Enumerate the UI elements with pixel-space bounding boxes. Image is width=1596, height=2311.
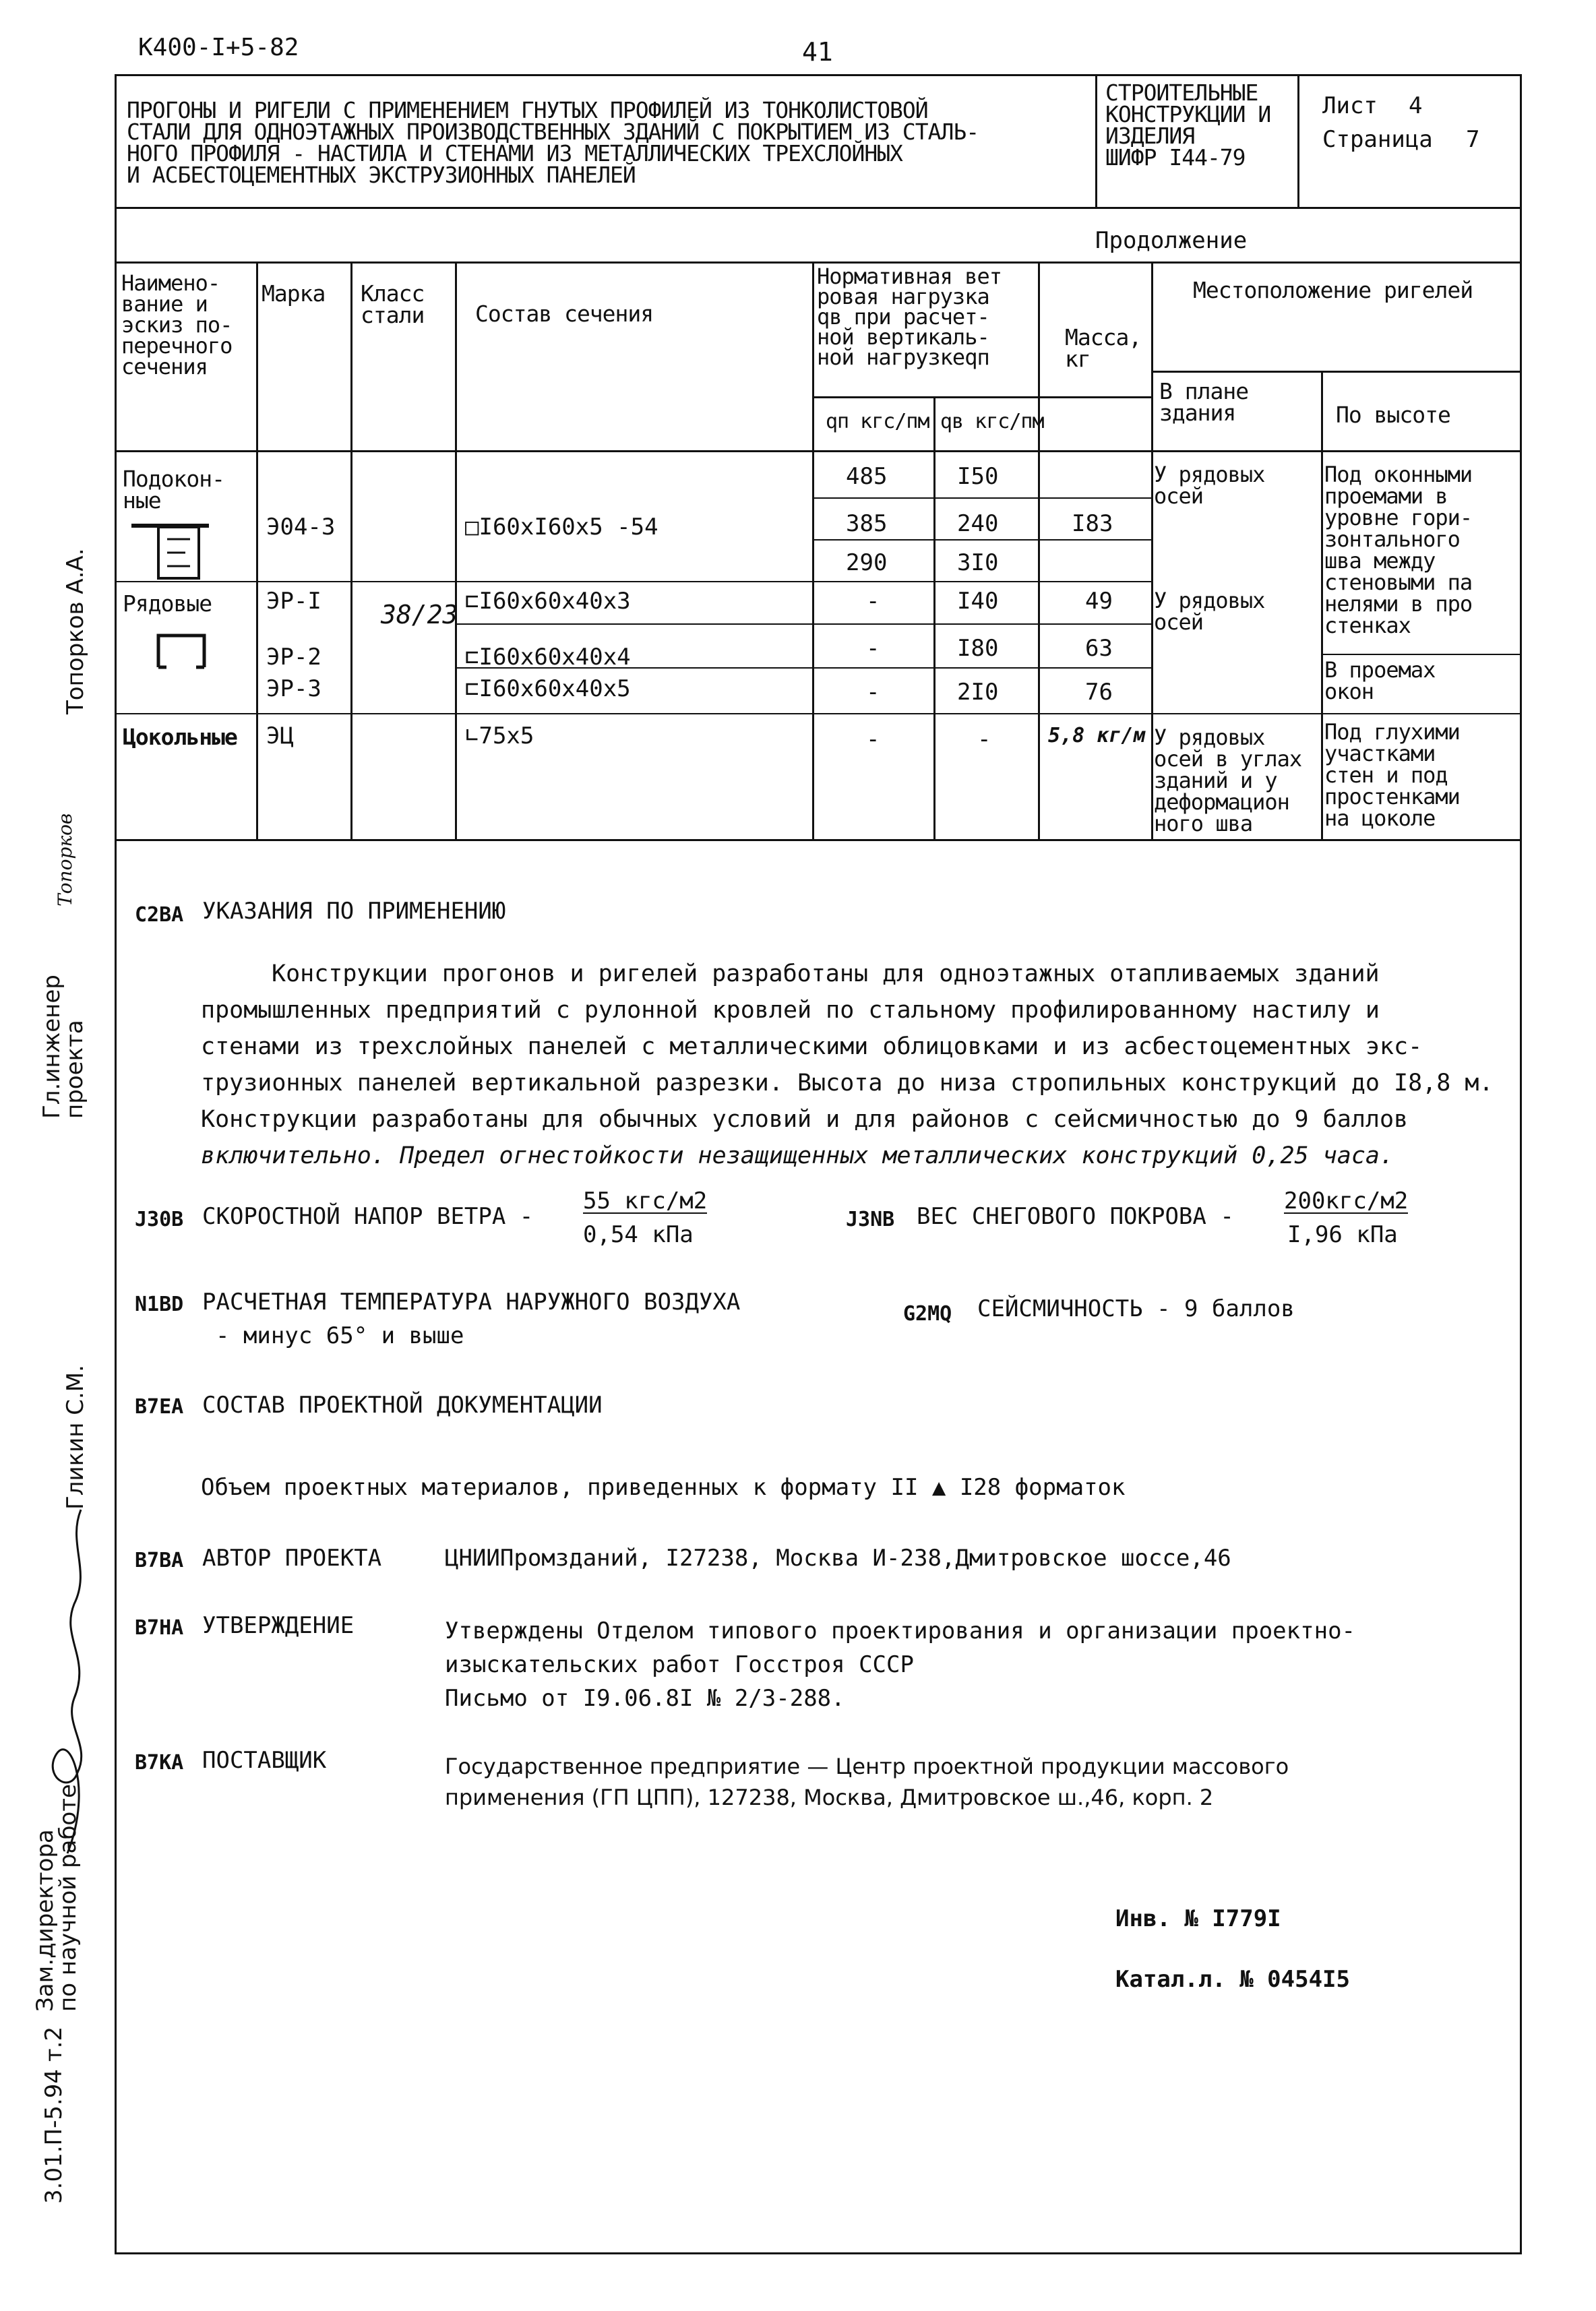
role-deputy-director: Зам.директора по научной работе [32,1784,82,2012]
qv-value: 240 [957,510,999,537]
col-header-mass: Масса, кг [1065,324,1142,372]
mass-value: 5,8 кг/м [1048,724,1146,747]
col-header-steel: Класс стали [361,280,425,328]
temp-label: РАСЧЕТНАЯ ТЕМПЕРАТУРА НАРУЖНОГО ВОЗДУХА [202,1289,741,1316]
group-sill: Подокон- ные [123,466,224,514]
author-code: B7BA [135,1549,184,1572]
location-by-height: Под глухими участками стен и под простенками на цоколе [1324,719,1460,831]
page-value: 7 [1466,126,1480,153]
mark-er-3: ЭР-3 [266,675,321,702]
location-by-height: Под оконными проемами в уровне гори- зонтального шва между стеновыми па нелями в про стенках [1324,462,1473,638]
supplier-code: B7KA [135,1751,184,1775]
qp-value: - [866,588,880,615]
qv-value: I50 [957,463,999,490]
usage-code: C2BA [135,903,184,927]
section-channel-5: ⊏I60x60x40x5 [465,675,631,702]
sheet-label: Лист [1322,92,1378,119]
doc-code: B7EA [135,1395,184,1419]
author-label: АВТОР ПРОЕКТА [202,1545,382,1572]
usage-text: Конструкции прогонов и ригелей разработаны для одноэтажных отапливаемых зданий промышленных предприятий с рулонной кровлей по стальному профилированному настилу и стенами из трехслойных панелей с металлическими облицовками и из асбестоцементных экс- трузионных панелей вертикальной разрезки. Высота до низа стропильных конструкций до I8,8 м. Конструкции разработаны для обычных условий и для районов с сейсмичностью до 9 баллов включительно. Предел огнестойкости незащищенных металлических конструкций 0,25 часа. [201,960,1494,1169]
approval-code: B7HA [135,1616,184,1640]
volume-text: Объем проектных материалов, приведенных к формату II ▲ I28 форматок [201,1474,1126,1501]
doc-title: СОСТАВ ПРОЕКТНОЙ ДОКУМЕНТАЦИИ [202,1392,603,1419]
qv-value: - [977,726,991,753]
qp-value: - [866,679,880,706]
location-by-height: В проемах окон [1324,657,1436,704]
mark-er-1: ЭР-I [266,588,321,615]
sill-section-sketch [128,519,216,583]
signature-toporkov: Топорков [54,813,76,906]
mass-value: 49 [1085,588,1113,615]
temp-code: N1BD [135,1293,184,1316]
snow-value-kpa: I,96 кПа [1287,1221,1398,1248]
wind-code: J30B [135,1208,184,1231]
author-toporkov: Топорков А.А. [62,548,89,714]
snow-code: J3NB [846,1208,895,1231]
sheet-value: 4 [1409,92,1423,119]
qv-value: 3I0 [957,549,999,576]
page-label: Страница [1322,126,1433,153]
qp-value: - [866,635,880,662]
qp-value: 290 [846,549,888,576]
qv-value: I40 [957,588,999,615]
wind-value-kgs: 55 кгс/м2 [583,1188,708,1214]
section-channel-4: ⊏I60x60x40x4 [465,644,631,671]
col-header-qp: qп кгс/пм [826,410,929,433]
snow-value-kgs: 200кгс/м2 [1284,1188,1409,1214]
seismic-code: G2MQ [903,1302,952,1326]
qp-value: 385 [846,510,888,537]
qv-value: I80 [957,635,999,662]
col-header-in-plan: В плане здания [1159,378,1249,426]
section-box: □I60xI60x5 -54 [465,514,658,541]
series-category: СТРОИТЕЛЬНЫЕ КОНСТРУКЦИИ И ИЗДЕЛИЯ ШИФР I44-79 [1105,80,1271,171]
col-header-location: Местоположение ригелей [1193,277,1473,303]
mark-e04-3: Э04-3 [266,514,336,541]
role-chief-engineer: Гл.инженер проекта [38,975,88,1119]
location-in-plan: У рядовых осей [1154,588,1265,635]
page-number: 41 [802,37,833,67]
catalog-number: Катал.л. № 0454I5 [1115,1966,1350,1993]
snow-label: ВЕС СНЕГОВОГО ПОКРОВА - [917,1203,1234,1230]
mass-value: 76 [1085,679,1113,706]
col-header-qv: qв кгс/пм [940,410,1044,433]
seismic-label: СЕЙСМИЧНОСТЬ - 9 баллов [977,1295,1295,1322]
col-header-name: Наимено- вание и эскиз по- перечного сечения [121,270,233,379]
supplier-label: ПОСТАВЩИК [202,1747,327,1774]
qv-value: 2I0 [957,679,999,706]
supplier-text: Государственное предприятие — Центр проектной продукции массового применения (ГП ЦПП), 127238, Москва, Дмитровское ш.,46, корп. 2 [445,1754,1289,1810]
group-plinth: Цокольные [123,724,237,750]
qp-value: - [866,726,880,753]
section-angle: ∟75x5 [465,722,534,749]
col-header-by-height: По высоте [1336,402,1450,428]
approval-text: Утверждены Отделом типового проектирования и организации проектно- изыскательских работ Госстроя СССР Письмо от I9.06.8I № 2/3-288. [445,1617,1356,1712]
col-header-load: Нормативная вет ровая нагрузка qв при расчет- ной вертикаль- ной нагрузкеqп [817,264,1002,370]
usage-title: УКАЗАНИЯ ПО ПРИМЕНЕНИЮ [202,898,506,925]
channel-section-sketch [152,630,212,677]
section-channel-3: ⊏I60x60x40x3 [465,588,631,615]
document-code: К400-I+5-82 [138,34,299,61]
continuation-label: Продолжение [1095,227,1248,254]
qp-value: 485 [846,463,888,490]
steel-class: 38/23 [381,600,458,629]
mass-value: 63 [1085,635,1113,662]
location-in-plan: У рядовых осей [1154,462,1265,509]
wind-value-kpa: 0,54 кПа [583,1221,694,1248]
mark-ets: ЭЦ [266,722,294,749]
author-value: ЦНИИПромзданий, I27238, Москва И-238,Дмитровское шоссе,46 [445,1545,1231,1572]
approval-label: УТВЕРЖДЕНИЕ [202,1612,355,1639]
col-header-mark: Марка [262,280,326,307]
temp-value: - минус 65° и выше [216,1322,464,1349]
document-reference: 3.01.П-5.94 т.2 [40,2026,67,2204]
document-title: ПРОГОНЫ И РИГЕЛИ С ПРИМЕНЕНИЕМ ГНУТЫХ ПРОФИЛЕЙ ИЗ ТОНКОЛИСТОВОЙ СТАЛИ ДЛЯ ОДНОЭТАЖНЫХ ПРОИЗВОДСТВЕННЫХ ЗДАНИЙ С ПОКРЫТИЕМ ИЗ СТАЛЬ- НОГО ПРОФИЛЯ - НАСТИЛА И СТЕНАМИ ИЗ МЕТАЛЛИЧЕСКИХ ТРЕХСЛОЙНЫХ И АСБЕСТОЦЕМЕНТНЫХ ЭКСТРУЗИОННЫХ ПАНЕЛЕЙ [127,97,979,188]
wind-label: СКОРОСТНОЙ НАПОР ВЕТРА - [202,1203,534,1230]
inventory-number: Инв. № I779I [1115,1905,1281,1932]
mark-er-2: ЭР-2 [266,644,321,671]
group-ordinary: Рядовые [123,590,212,617]
mass-value: I83 [1072,510,1113,537]
location-in-plan: У рядовых осей в углах зданий и у деформацион ного шва [1154,725,1302,836]
author-glikin: Гликин С.М. [62,1365,89,1510]
col-header-section: Состав сечения [475,301,654,327]
